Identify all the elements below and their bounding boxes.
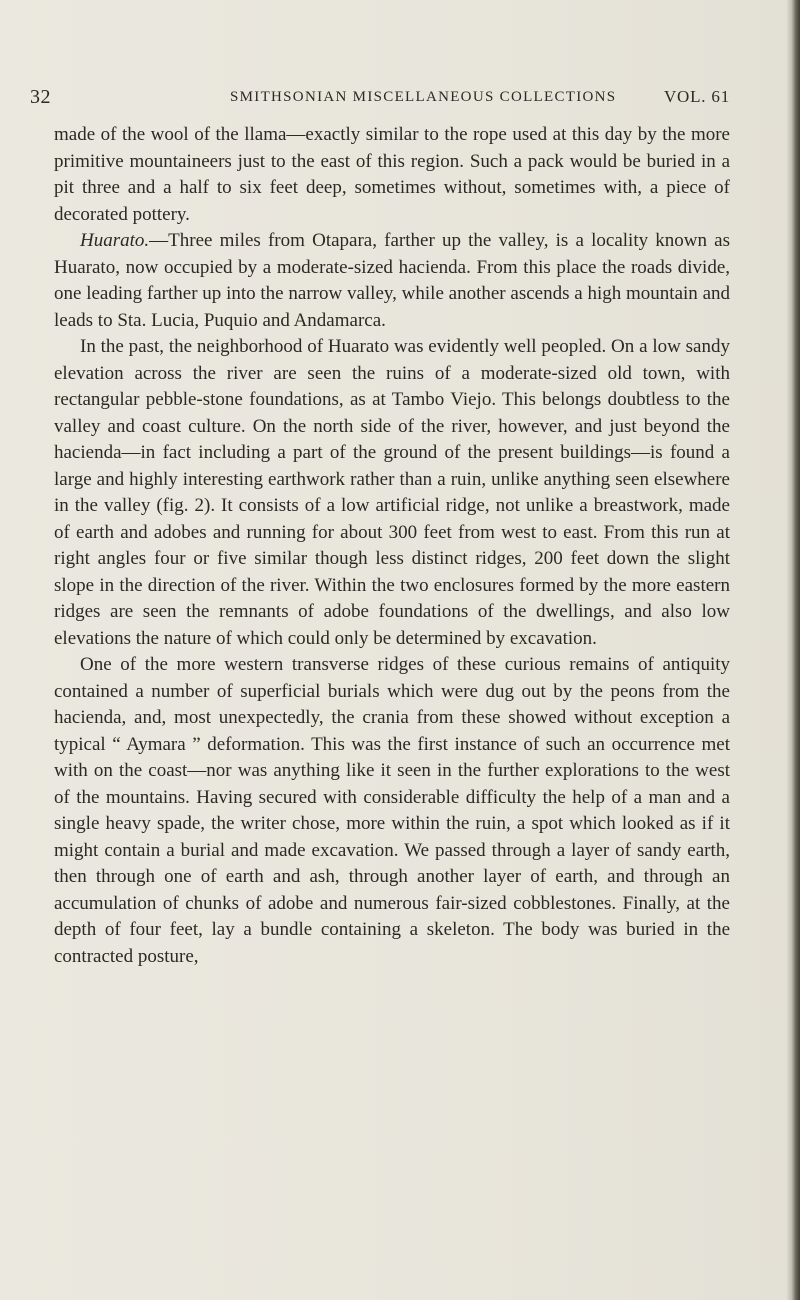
- paragraph-text: One of the more western transverse ridges of these curious remains of antiquity contained a number of superficial burials which were dug out by the peons from the hacienda, and, most unexpectedly, the crania from these showed without exception a typical “ Aymara ” deformation. This was the first instance of such an occurrence met with on the coast—nor was anything like it seen in the further explorations to the west of the mountains. Having secured with considerable difficulty the help of a man and a single heavy spade, the writer chose, more within the ruin, a spot which looked as if it might contain a burial and made excavation. We passed through a layer of sandy earth, then through one of earth and ash, through another layer of earth, and through an accumulation of chunks of adobe and numerous fair-sized cobblestones. Finally, at the depth of four feet, lay a bundle containing a skeleton. The body was buried in the contracted posture,: [54, 654, 730, 967]
- running-head-title: SMITHSONIAN MISCELLANEOUS COLLECTIONS: [230, 89, 617, 105]
- page-edge-shadow: [786, 0, 800, 1300]
- paragraph-continuation: [54, 122, 730, 228]
- page-number: 32: [30, 86, 51, 108]
- running-head: [30, 86, 730, 110]
- volume-label: VOL. 61: [663, 87, 730, 106]
- paragraph-burials: [54, 652, 730, 970]
- paragraph-neighborhood: [54, 334, 730, 652]
- section-title: Huarato.: [80, 230, 150, 251]
- paragraph-huarato: [54, 228, 730, 334]
- paragraph-text: made of the wool of the llama—exactly similar to the rope used at this day by the more primitive mountaineers just to the east of this region. Such a pack would be buried in a pit three and a half to six feet deep, sometimes without, sometimes with, a piece of decorated pottery.: [54, 124, 730, 225]
- paragraph-text: In the past, the neighborhood of Huarato was evidently well peopled. On a low sandy elevation across the river are seen the ruins of a moderate-sized old town, with rectangular pebble-stone foundations, as at Tambo Viejo. This belongs doubtless to the valley and coast culture. On the north side of the river, however, and just beyond the hacienda—in fact including a part of the ground of the present buildings—is found a large and highly interesting earthwork rather than a ruin, unlike anything seen elsewhere in the valley (fig. 2). It consists of a low artificial ridge, not unlike a breastwork, made of earth and adobes and running for about 300 feet from west to east. From this run at right angles four or five similar though less distinct ridges, 200 feet down the slight slope in the direction of the river. Within the two enclosures formed by the more eastern ridges are seen the remnants of adobe foundations of the dwellings, and also low elevations the nature of which could only be determined by excavation.: [54, 336, 730, 649]
- body-text: [54, 122, 730, 970]
- paragraph-text: —Three miles from Otapara, farther up the valley, is a locality known as Huarato, now occupied by a moderate-sized hacienda. From this place the roads divide, one leading farther up into the narrow valley, while another ascends a high mountain and leads to Sta. Lucia, Puquio and Andamarca.: [54, 230, 730, 331]
